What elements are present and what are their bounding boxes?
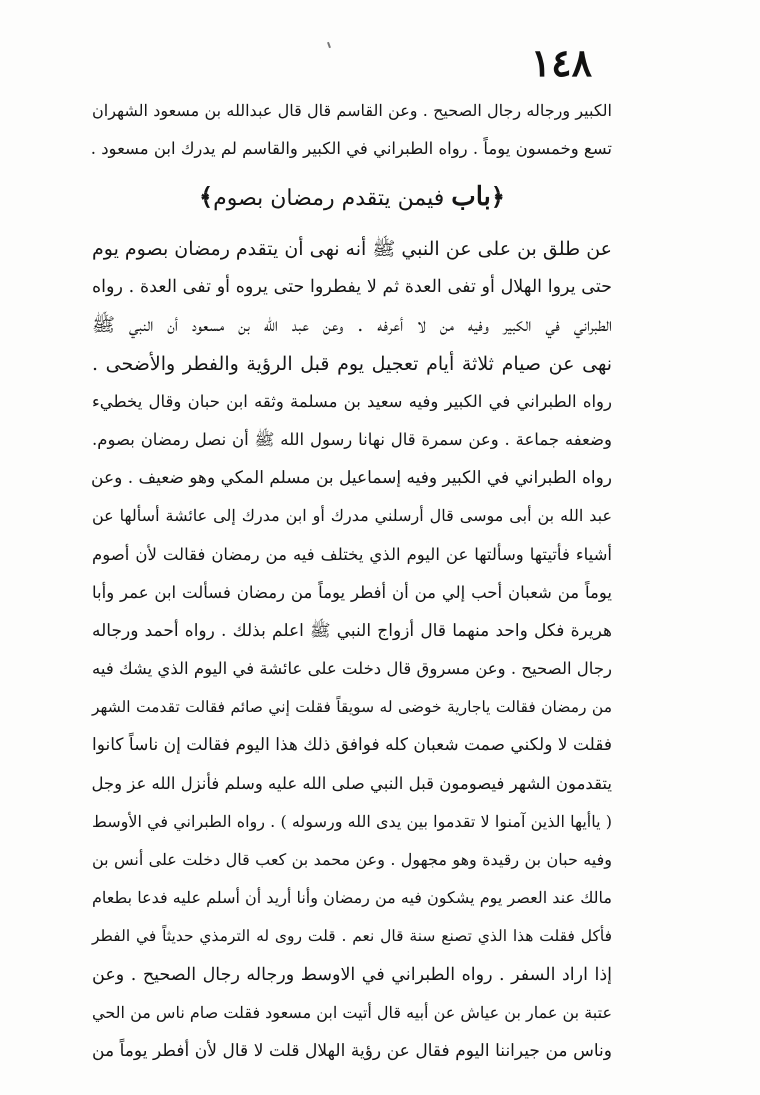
text-line: أشياء فأتيتها وسألتها عن اليوم الذي يختلف فيه من رمضان فقالت لأن أصوم [92, 544, 612, 564]
text-line: إذا اراد السفر . رواه الطبراني في الاوسط ورجاله رجال الصحيح . وعن [92, 964, 612, 985]
text-line: وفيه حبان بن رقيدة وهو مجهول . وعن محمد بن كعب قال دخلت على أنس بن [92, 850, 612, 869]
text-line: مالك عند العصر يوم يشكون فيه من رمضان وأنا أريد أن أسلم عليه فدعا بطعام [92, 888, 612, 908]
text-line: من رمضان فقالت ياجارية خوضى له سويقاً فقلت إني صائم فقالت تقدمت الشهر [92, 698, 612, 717]
text-line: فقلت لا ولكني صمت شعبان كله فوافق ذلك هذا اليوم فقالت إن ناساً كانوا [92, 735, 612, 756]
text-line: الطبراني في الكبير وفيه من لا أعرفه . وعن عبد الله بن مسعود أن النبي ﷺ [92, 314, 612, 337]
text-line: رواه الطبراني في الكبير وفيه إسماعيل بن مسلم المكي وهو ضعيف . وعن [91, 468, 612, 489]
text-line: عبد الله بن أبى موسى قال أرسلني مدرك أو ابن مدرك إلى عائشة أسألها عن [92, 506, 612, 526]
text-line: هريرة فكل واحد منهما قال أزواج النبي ﷺ اعلم بذلك . رواه أحمد ورجاله [92, 620, 612, 641]
heading-open-brace: ﴿ [490, 182, 505, 211]
text-line: رجال الصحيح . وعن مسروق قال دخلت على عائشة في اليوم الذي يشك فيه [92, 659, 612, 679]
text-line: يتقدمون الشهر فيصومون قبل النبي صلى الله عليه وسلم فأنزل الله عز وجل [91, 773, 612, 793]
chapter-body [92, 230, 612, 1070]
text-line: الكبير ورجاله رجال الصحيح . وعن القاسم قال قال عبدالله بن مسعود الشهران [92, 101, 612, 120]
text-line: رواه الطبراني في الكبير وفيه سعيد بن مسلمة وثقه ابن حبان وقال يخطيء [92, 391, 612, 411]
text-line: نهى عن صيام ثلاثة أيام تعجيل يوم قبل الرؤية والفطر والأضحى . [92, 352, 612, 375]
text-line: وضعفه جماعة . وعن سمرة قال نهانا رسول الله ﷺ أن نصل رمضان بصوم. [92, 429, 612, 449]
text-line: يوماً من شعبان أحب إلي من أن أفطر يوماً من رمضان فسألت ابن عمر وأبا [92, 582, 612, 602]
text-line: وناس من جيراننا اليوم فقال عن رؤية الهلال قلت لا قال لأن أفطر يوماً من [92, 1040, 612, 1061]
heading-title: فيمن يتقدم رمضان بصوم [213, 186, 445, 211]
text-line: عن طلق بن على عن النبي ﷺ أنه نهى أن يتقدم رمضان بصوم يوم [92, 238, 612, 260]
text-line: فأكل فقلت هذا الذي تصنع سنة قال نعم . قلت روى له الترمذي حديثاً في الفطر [92, 927, 612, 946]
text-line: ( ياأيها الذين آمنوا لا تقدموا بين يدى الله ورسوله ) . رواه الطبراني في الأوسط [92, 811, 612, 831]
page-speck [327, 42, 331, 48]
text-line: حتى يروا الهلال أو تفى العدة ثم لا يفطروا حتى يروه أو تفى العدة . رواه [92, 277, 612, 298]
text-line: عتبة بن عمار بن عياش عن أبيه قال أتيت ابن مسعود فقلت صام ناس من الحي [92, 1002, 612, 1022]
intro-paragraph [92, 92, 612, 168]
text-line: تسع وخمسون يوماً . رواه الطبراني في الكبير والقاسم لم يدرك ابن مسعود . [90, 139, 612, 159]
heading-bab: باب [451, 182, 491, 212]
page-number: ١٤٨ [530, 40, 592, 85]
chapter-heading [92, 178, 612, 216]
heading-close-brace: ﴾ [199, 182, 214, 211]
